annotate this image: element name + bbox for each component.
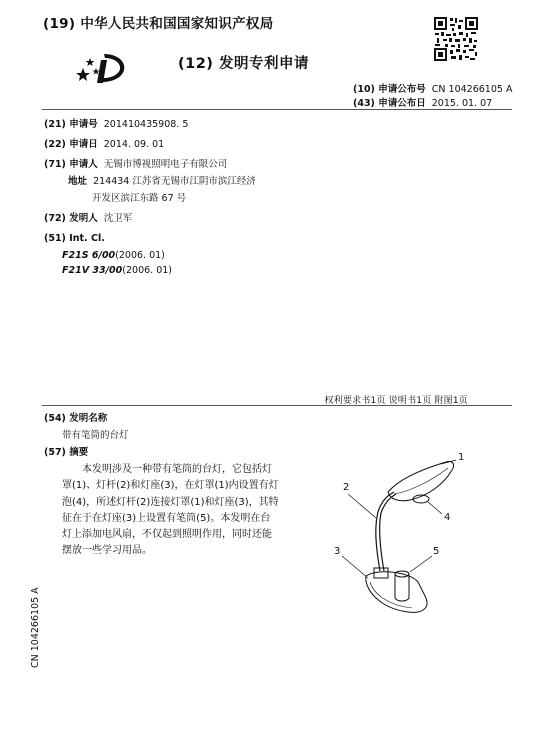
inventor-label: (72) 发明人 bbox=[44, 213, 98, 224]
publication-date: 2015. 01. 07 bbox=[431, 98, 493, 109]
application-date-label: (22) 申请日 bbox=[44, 139, 98, 150]
inventor-row bbox=[44, 210, 132, 224]
application-date-row bbox=[44, 136, 164, 150]
refs-divider bbox=[42, 405, 512, 406]
part-label-3: 3 bbox=[334, 546, 341, 557]
publication-number-label: (10) 申请公布号 bbox=[353, 84, 426, 95]
applicant-row bbox=[44, 156, 227, 170]
document-type-title: (12) 发明专利申请 bbox=[178, 56, 309, 72]
ipc-code-1 bbox=[62, 250, 165, 261]
address-row bbox=[68, 173, 256, 187]
part-label-2: 2 bbox=[343, 482, 350, 493]
application-number: 201410435908. 5 bbox=[103, 119, 189, 130]
abstract-text: 本发明涉及一种带有笔筒的台灯，它包括灯罩(1)、灯杆(2)和灯座(3)，在灯罩(1)内设置有灯泡(4)，所述灯杆(2)连接灯罩(1)和灯座(3)，其特征在于在灯座(3)上设置有笔筒(5)。本发明在台灯上添加电风扇，不仅起到照明作用，同时还能摆放一些学习用品。 bbox=[62, 464, 279, 557]
office-name: (19) 中华人民共和国国家知识产权局 bbox=[43, 16, 274, 32]
part-label-5: 5 bbox=[433, 546, 440, 557]
address-line-1: 214434 江苏省无锡市江阴市滨江经济 bbox=[93, 176, 256, 187]
application-number-label: (21) 申请号 bbox=[44, 119, 98, 130]
address-line-2: 开发区滨江东路 67 号 bbox=[92, 193, 187, 204]
part-label-1: 1 bbox=[458, 452, 465, 463]
applicant-name: 无锡市博视照明电子有限公司 bbox=[103, 159, 228, 170]
applicant-label: (71) 申请人 bbox=[44, 159, 98, 170]
int-cl-label: (51) Int. Cl. bbox=[44, 233, 105, 244]
qr-code bbox=[433, 16, 479, 62]
patent-drawing bbox=[318, 448, 478, 618]
application-number-row bbox=[44, 116, 188, 130]
publication-date-label: (43) 申请公布日 bbox=[353, 98, 426, 109]
ipc-code-2 bbox=[62, 265, 172, 276]
ipc-code: F21V 33/00 bbox=[62, 265, 123, 276]
side-publication-number: CN 104266105 A bbox=[30, 587, 41, 668]
ipc-version: (2006. 01) bbox=[122, 265, 172, 276]
cnipa-emblem bbox=[74, 50, 130, 86]
invention-title-label: (54) 发明名称 bbox=[44, 413, 108, 424]
abstract-label: (57) 摘要 bbox=[44, 447, 89, 458]
publication-number-row bbox=[353, 81, 512, 95]
ipc-code: F21S 6/00 bbox=[62, 250, 116, 261]
publication-date-row bbox=[353, 95, 492, 109]
inventor-name: 沈卫军 bbox=[103, 213, 133, 224]
application-date: 2014. 09. 01 bbox=[103, 139, 165, 150]
header-divider bbox=[42, 109, 512, 110]
address-label: 地址 bbox=[68, 176, 88, 187]
ipc-version: (2006. 01) bbox=[115, 250, 165, 261]
page-references: 权利要求书1页 说明书1页 附图1页 bbox=[324, 396, 468, 406]
part-label-4: 4 bbox=[444, 512, 451, 523]
invention-title: 带有笔筒的台灯 bbox=[62, 430, 129, 441]
publication-number: CN 104266105 A bbox=[431, 84, 513, 95]
